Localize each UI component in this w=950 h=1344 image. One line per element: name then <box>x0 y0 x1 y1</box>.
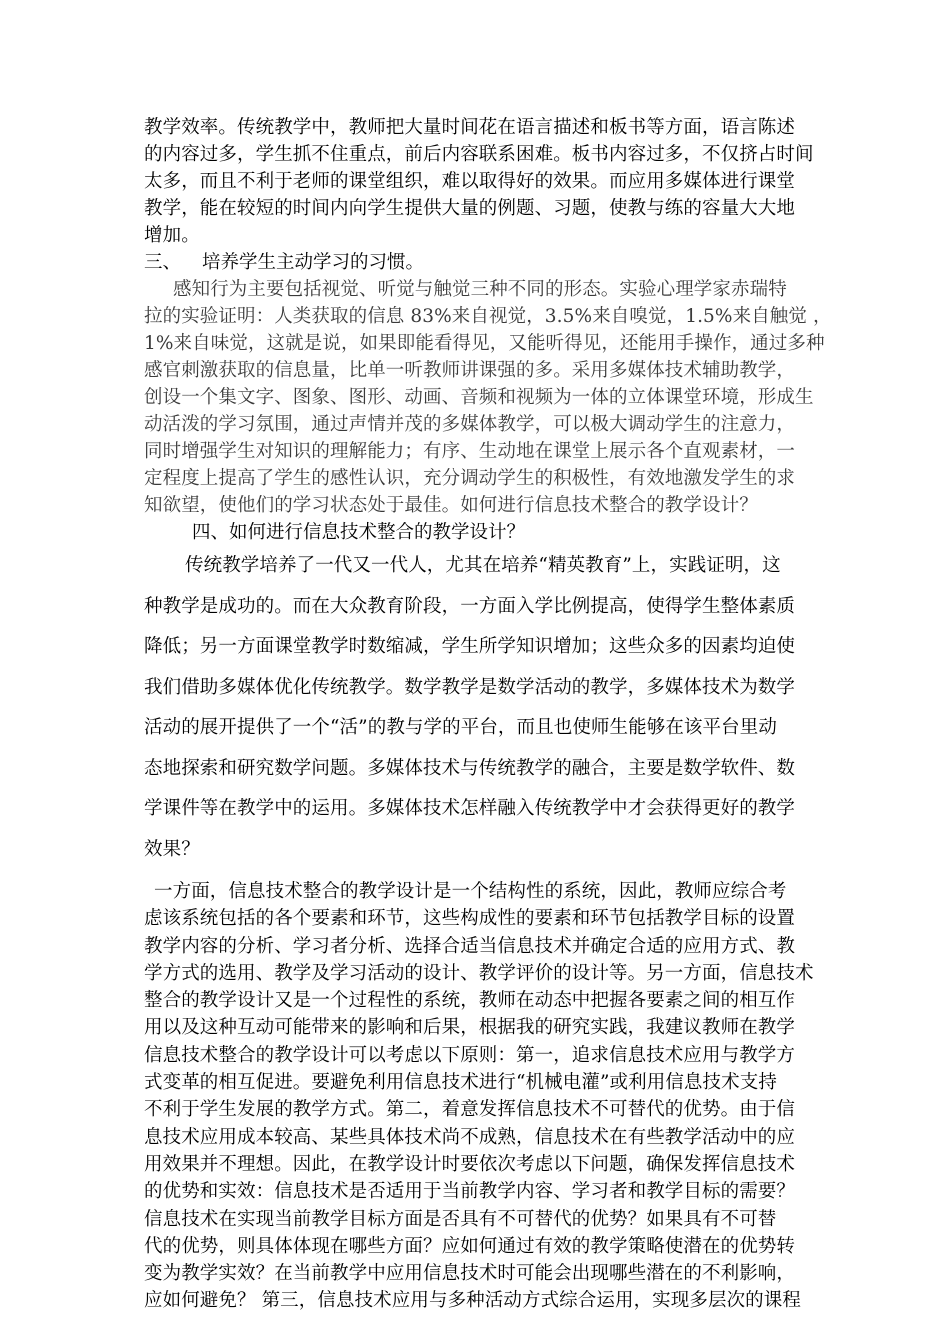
paragraph-traditional-teaching <box>144 546 812 870</box>
text-line: 信息技术整合的教学设计可以考虑以下原则：第一，追求信息技术应用与教学方 <box>144 1044 796 1066</box>
paragraph-perception <box>144 276 832 519</box>
text-line: 的优势和实效：信息技术是否适用于当前教学内容、学习者和教学目标的需要？ <box>144 1181 796 1203</box>
text-line: 动活泼的学习氛围，通过声情并茂的多媒体教学，可以极大调动学生的注意力， <box>144 414 796 435</box>
text-line: 用效果并不理想。因此，在教学设计时要依次考虑以下问题，确保发挥信息技术 <box>144 1153 796 1175</box>
text-line: 变为教学实效？在当前教学中应用信息技术时可能会出现哪些潜在的不利影响， <box>144 1263 796 1285</box>
text-line: 整合的教学设计又是一个过程性的系统，教师在动态中把握各要素之间的相互作 <box>144 990 796 1012</box>
text-line: 感官刺激获取的信息量，比单一听教师讲课强的多。采用多媒体技术辅助教学， <box>144 360 796 381</box>
text-line: 1%来自味觉，这就是说，如果即能看得见，又能听得见，还能用手操作，通过多种 <box>144 333 825 354</box>
text-line: 不利于学生发展的教学方式。第二，着意发挥信息技术不可替代的优势。由于信 <box>144 1099 796 1121</box>
text-line: 息技术应用成本较高、某些具体技术尚不成熟，信息技术在有些教学活动中的应 <box>144 1126 796 1148</box>
text-line: 种教学是成功的。而在大众教育阶段，一方面入学比例提高，使得学生整体素质 <box>144 595 796 617</box>
text-line: 拉的实验证明：人类获取的信息 83%来自视觉，3.5%来自嗅觉，1.5%来自触觉 ， <box>144 306 832 327</box>
text-line: 虑该系统包括的各个要素和环节，这些构成性的要素和环节包括教学目标的设置 <box>144 908 796 930</box>
text-line: 知欲望，使他们的学习状态处于最佳。如何进行信息技术整合的教学设计？ <box>144 495 758 516</box>
section-title: 培养学生主动学习的习惯。 <box>202 252 425 273</box>
text-line: 教学效率。传统教学中，教师把大量时间花在语言描述和板书等方面，语言陈述 <box>144 117 796 138</box>
section-heading-4: 四、如何进行信息技术整合的教学设计？ <box>192 522 526 543</box>
text-line: 感知行为主要包括视觉、听觉与触觉三种不同的形态。实验心理学家赤瑞特 <box>173 279 787 300</box>
text-line: 式变革的相互促进。要避免利用信息技术进行“机械电灌”或利用信息技术支持 <box>144 1072 777 1094</box>
text-line: 的内容过多，学生抓不住重点，前后内容联系困难。板书内容过多，不仅挤占时间 <box>144 144 814 165</box>
text-line: 学课件等在教学中的运用。多媒体技术怎样融入传统教学中才会获得更好的教学 <box>144 798 796 819</box>
text-line: 一方面，信息技术整合的教学设计是一个结构性的系统，因此，教师应综合考 <box>154 881 787 902</box>
text-line: 太多，而且不利于老师的课堂组织，难以取得好的效果。而应用多媒体进行课堂 <box>144 171 796 192</box>
section-number: 三、 <box>144 252 182 273</box>
paragraph-design-principles <box>144 878 812 1315</box>
text-line: 传统教学培养了一代又一代人，尤其在培养“精英教育”上，实践证明，这 <box>185 555 781 576</box>
text-line: 降低；另一方面课堂教学时数缩减，学生所学知识增加；这些众多的因素均迫使 <box>144 636 796 657</box>
text-line: 教学，能在较短的时间内向学生提供大量的例题、习题，使教与练的容量大大地 <box>144 198 796 219</box>
text-line: 信息技术在实现当前教学目标方面是否具有不可替代的优势？如果具有不可替 <box>144 1208 777 1230</box>
text-line: 代的优势，则具体体现在哪些方面？应如何通过有效的教学策略使潜在的优势转 <box>144 1235 796 1257</box>
text-line: 增加。 <box>144 225 200 246</box>
document-page <box>144 114 832 1315</box>
paragraph-teaching-efficiency <box>144 114 812 249</box>
text-line: 应如何避免？ 第三，信息技术应用与多种活动方式综合运用，实现多层次的课程 <box>144 1290 801 1312</box>
text-line: 同时增强学生对知识的理解能力；有序、生动地在课堂上展示各个直观素材，一 <box>144 441 796 462</box>
text-line: 态地探索和研究数学问题。多媒体技术与传统教学的融合，主要是数学软件、数 <box>144 757 796 779</box>
text-line: 学方式的选用、教学及学习活动的设计、教学评价的设计等。另一方面，信息技术 <box>144 962 814 984</box>
text-line: 我们借助多媒体优化传统教学。数学教学是数学活动的教学，多媒体技术为数学 <box>144 676 796 698</box>
text-line: 效果？ <box>144 838 200 860</box>
section-heading-3 <box>144 249 812 276</box>
text-line: 用以及这种互动可能带来的影响和后果，根据我的研究实践，我建议教师在教学 <box>144 1017 796 1039</box>
text-line: 定程度上提高了学生的感性认识，充分调动学生的积极性，有效地激发学生的求 <box>144 468 796 489</box>
text-line: 教学内容的分析、学习者分析、选择合适当信息技术并确定合适的应用方式、教 <box>144 935 796 957</box>
text-line: 创设一个集文字、图象、图形、动画、音频和视频为一体的立体课堂环境，形成生 <box>144 387 814 408</box>
text-line: 活动的展开提供了一个“活”的教与学的平台，而且也使师生能够在该平台里动 <box>144 717 777 738</box>
